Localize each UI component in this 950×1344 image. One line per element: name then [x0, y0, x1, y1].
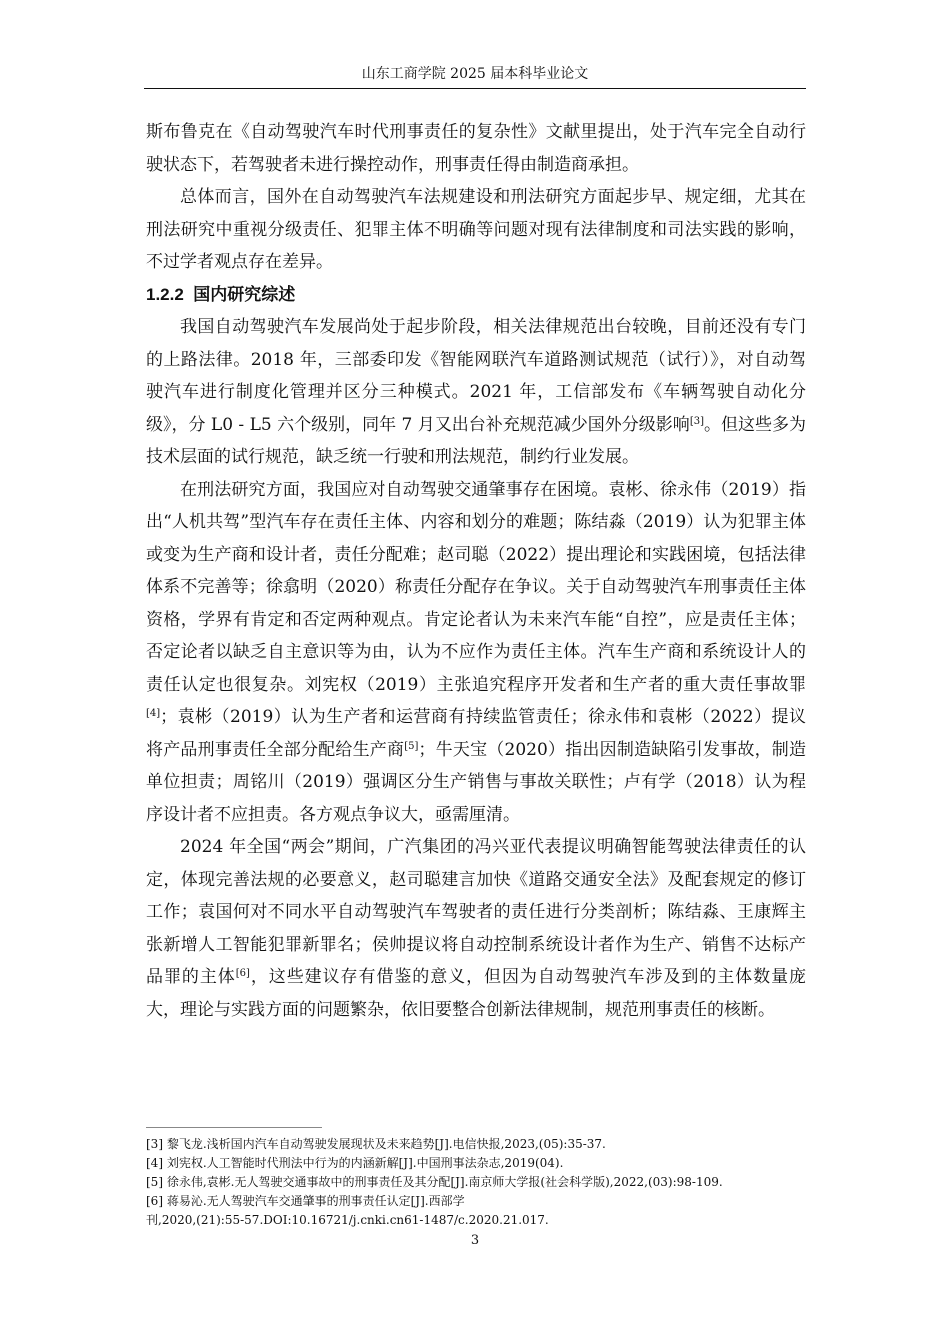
paragraph-two-sessions — [146, 831, 806, 1026]
paragraph-foreign-summary: 总体而言，国外在自动驾驶汽车法规建设和刑法研究方面起步早、规定细，尤其在刑法研究中重视分级责任、犯罪主体不明确等问题对现有法律制度和司法实践的影响，不过学者观点存在差异。 — [146, 187, 806, 272]
paragraph-domestic-regulation — [146, 311, 806, 474]
running-header: 山东工商学院 2025 届本科毕业论文 — [361, 66, 589, 82]
section-number: 1.2.2 — [146, 284, 184, 304]
footnote: [5] 徐永伟,袁彬.无人驾驶交通事故中的刑事责任及其分配[J].南京师大学报(社会科学版),2022,(03):98-109. — [146, 1175, 723, 1189]
footnote: 刊,2020,(21):55-57.DOI:10.16721/j.cnki.cn61-1487/c.2020.21.017. — [146, 1213, 549, 1227]
citation-ref: [5] — [404, 740, 419, 752]
text-run: 在刑法研究方面，我国应对自动驾驶交通肇事存在困境。袁彬、徐永伟（2019）指出“人机共驾”型汽车存在责任主体、内容和划分的难题；陈结淼（2019）认为犯罪主体或变为生产商和设计者，责任分配难；赵司聪（2022）提出理论和实践困境，包括法律体系不完善等；徐翕明（2020）称责任分配存在争议。关于自动驾驶汽车刑事责任主体资格，学界有肯定和否定两种观点。肯定论者认为未来汽车能“自控”，应是责任主体；否定论者以缺乏自主意识等为由，认为不应作为责任主体。汽车生产商和系统设计人的责任认定也很复杂。刘宪权（2019）主张追究程序开发者和生产者的重大责任事故罪 — [146, 479, 806, 695]
footnote-rule — [146, 1127, 322, 1128]
header-rule — [144, 88, 806, 89]
citation-ref: [3] — [689, 415, 704, 427]
section-title: 国内研究综述 — [193, 284, 296, 304]
paragraph-criminal-law-research — [146, 474, 806, 832]
footnotes — [146, 1135, 808, 1230]
footnote: [4] 刘宪权.人工智能时代刑法中行为的内涵新解[J].中国刑事法杂志,2019(04). — [146, 1156, 564, 1170]
page-number: 3 — [470, 1233, 480, 1248]
section-heading — [146, 279, 806, 312]
paragraph-continuation: 斯布鲁克在《自动驾驶汽车时代刑事责任的复杂性》文献里提出，处于汽车完全自动行驶状态下，若驾驶者未进行操控动作，刑事责任得由制造商承担。 — [146, 122, 806, 175]
text-run: ，这些建议存有借鉴的意义，但因为自动驾驶汽车涉及到的主体数量庞大，理论与实践方面的问题繁杂，依旧要整合创新法律规制，规范刑事责任的核断。 — [146, 967, 807, 1020]
main-text — [146, 116, 806, 1026]
citation-ref: [4] — [146, 708, 161, 719]
text-run: ；袁彬（2019）认为生产者和运营商有持续监管责任；徐永伟和袁彬（2022）提议将产品刑事责任全部分配给生产商 — [146, 707, 806, 760]
footnote: [3] 黎飞龙.浅析国内汽车自动驾驶发展现状及未来趋势[J].电信快报,2023,(05):35-37. — [146, 1137, 606, 1151]
text-run: 2024 年全国“两会”期间，广汽集团的冯兴亚代表提议明确智能驾驶法律责任的认定，体现完善法规的必要意义，赵司聪建言加快《道路交通安全法》及配套规定的修订工作；袁国何对不同水平自动驾驶汽车驾驶者的责任进行分类剖析；陈结淼、王康辉主张新增人工智能犯罪新罪名；侯帅提议将自动控制系统设计者作为生产、销售不达标产品罪的主体 — [146, 837, 806, 987]
footnote: [6] 蒋易沁.无人驾驶汽车交通肇事的刑事责任认定[J].西部学 — [146, 1194, 465, 1208]
text-run: 我国自动驾驶汽车发展尚处于起步阶段，相关法律规范出台较晚，目前还没有专门的上路法律。2018 年，三部委印发《智能网联汽车道路测试规范（试行）》，对自动驾驶汽车进行制度化管理并区分三种模式。2021 年，工信部发布《车辆驾驶自动化分级》，分 L0 - L5 六个级别，同年 7 月又出台补充规范减少国外分级影响 — [146, 317, 806, 435]
citation-ref: [6] — [235, 968, 250, 979]
text-run: 。但这些多为技术层面的试行规范，缺乏统一行驶和刑法规范，制约行业发展。 — [146, 414, 807, 467]
text-run: ；牛天宝（2020）指出因制造缺陷引发事故，制造单位担责；周铭川（2019）强调区分生产销售与事故关联性；卢有学（2018）认为程序设计者不应担责。各方观点争议大，亟需厘清。 — [146, 739, 807, 825]
